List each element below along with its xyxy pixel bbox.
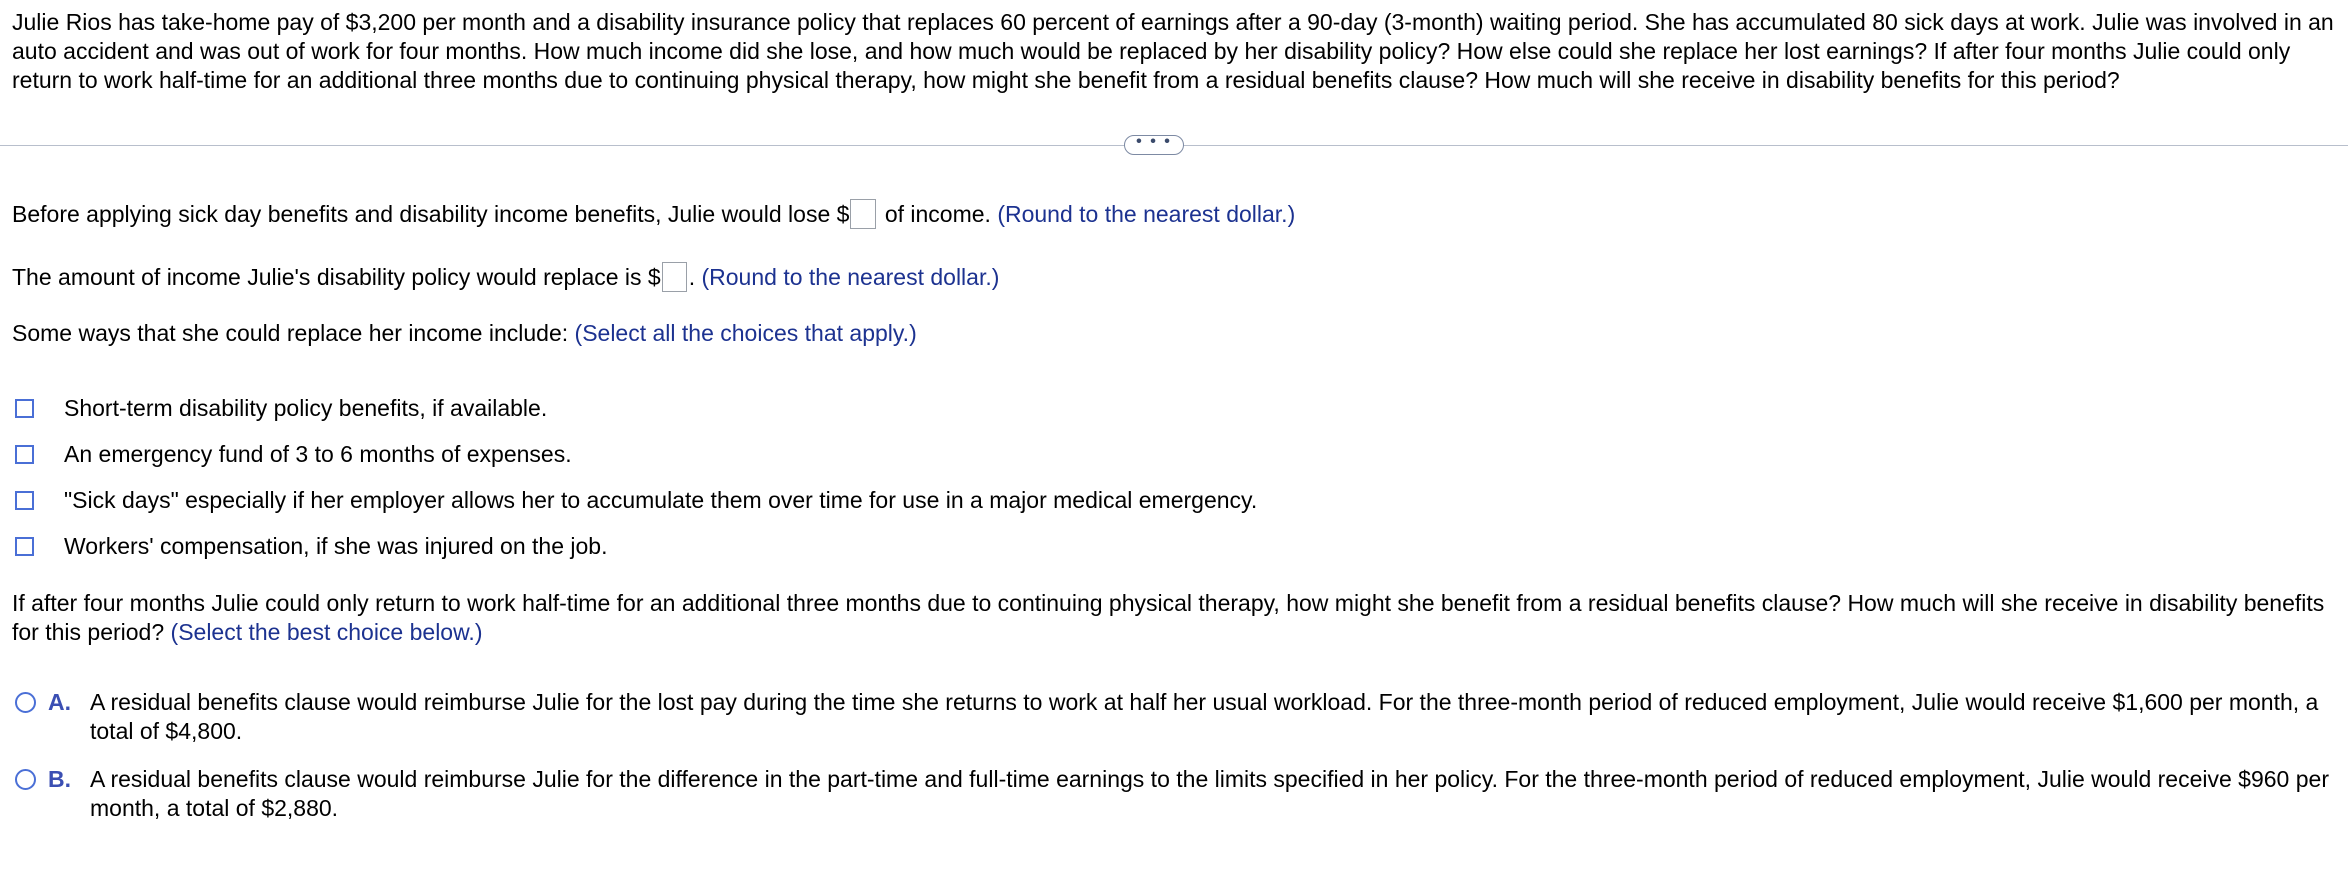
question-replaced-income-text: The amount of income Julie's disability policy would replace is $ xyxy=(12,264,661,290)
round-hint: (Round to the nearest dollar.) xyxy=(701,264,1000,290)
choice-a[interactable] xyxy=(15,688,2335,746)
question-residual-benefits xyxy=(12,589,2332,647)
question-replace-ways xyxy=(12,319,917,348)
question-residual-benefits-text: If after four months Julie could only return to work half-time for an additional three months due to continuing physical therapy, how might she benefit from a residual benefits clause? How much will she receive in disability benefits for this period? xyxy=(12,590,2325,645)
radio-button[interactable] xyxy=(15,692,36,713)
round-hint: (Round to the nearest dollar.) xyxy=(997,201,1296,227)
checklist-item[interactable] xyxy=(15,431,1257,477)
choice-text: A residual benefits clause would reimburse Julie for the lost pay during the time she returns to work at half her usual workload. For the three-month period of reduced employment, Julie would receive $1,600 per month, a total of $4,800. xyxy=(90,689,2319,744)
checkbox[interactable] xyxy=(15,491,34,510)
question-replaced-income xyxy=(12,263,999,292)
question-replaced-income-suffix: . xyxy=(688,264,702,290)
checklist-item-label: Workers' compensation, if she was injured on the job. xyxy=(64,532,608,559)
more-dots-icon: • • • xyxy=(1136,133,1172,150)
replace-ways-checklist xyxy=(15,385,1257,569)
checklist-item[interactable] xyxy=(15,385,1257,431)
lost-income-answer-input[interactable] xyxy=(850,199,876,229)
checklist-item-label: An emergency fund of 3 to 6 months of expenses. xyxy=(64,440,572,467)
question-replace-ways-text: Some ways that she could replace her income include: xyxy=(12,320,575,346)
choice-letter: B. xyxy=(48,766,71,792)
replaced-income-answer-input[interactable] xyxy=(662,262,687,292)
checklist-item[interactable] xyxy=(15,477,1257,523)
expand-problem-button[interactable] xyxy=(1124,135,1184,155)
checkbox[interactable] xyxy=(15,537,34,556)
checklist-item-label: Short-term disability policy benefits, if available. xyxy=(64,394,548,421)
choice-letter: A. xyxy=(48,689,71,715)
question-lost-income-suffix: of income. xyxy=(878,201,998,227)
question-lost-income xyxy=(12,200,1295,229)
radio-button[interactable] xyxy=(15,769,36,790)
question-lost-income-text: Before applying sick day benefits and disability income benefits, Julie would lose $ xyxy=(12,201,850,227)
select-all-hint: (Select all the choices that apply.) xyxy=(574,320,917,346)
choice-text: A residual benefits clause would reimburse Julie for the difference in the part-time and full-time earnings to the limits specified in her policy. For the three-month period of reduced employment, Julie would receive $960 per month, a total of $2,880. xyxy=(90,766,2329,821)
checkbox[interactable] xyxy=(15,445,34,464)
choice-b[interactable] xyxy=(15,765,2335,823)
select-best-hint: (Select the best choice below.) xyxy=(170,619,483,645)
problem-statement: Julie Rios has take-home pay of $3,200 per month and a disability insurance policy that replaces 60 percent of earnings after a 90-day (3-month) waiting period. She has accumulated 80 sick days at work. Julie was involved in an auto accident and was out of work for four months. How much income did she lose, and how much would be replaced by her disability policy? How else could she replace her lost earnings? If after four months Julie could only return to work half-time for an additional three months due to continuing physical therapy, how might she benefit from a residual benefits clause? How much will she receive in disability benefits for this period? xyxy=(12,9,2334,93)
checklist-item-label: "Sick days" especially if her employer allows her to accumulate them over time for use in a major medical emergency. xyxy=(64,486,1258,513)
checklist-item[interactable] xyxy=(15,523,1257,569)
checkbox[interactable] xyxy=(15,399,34,418)
